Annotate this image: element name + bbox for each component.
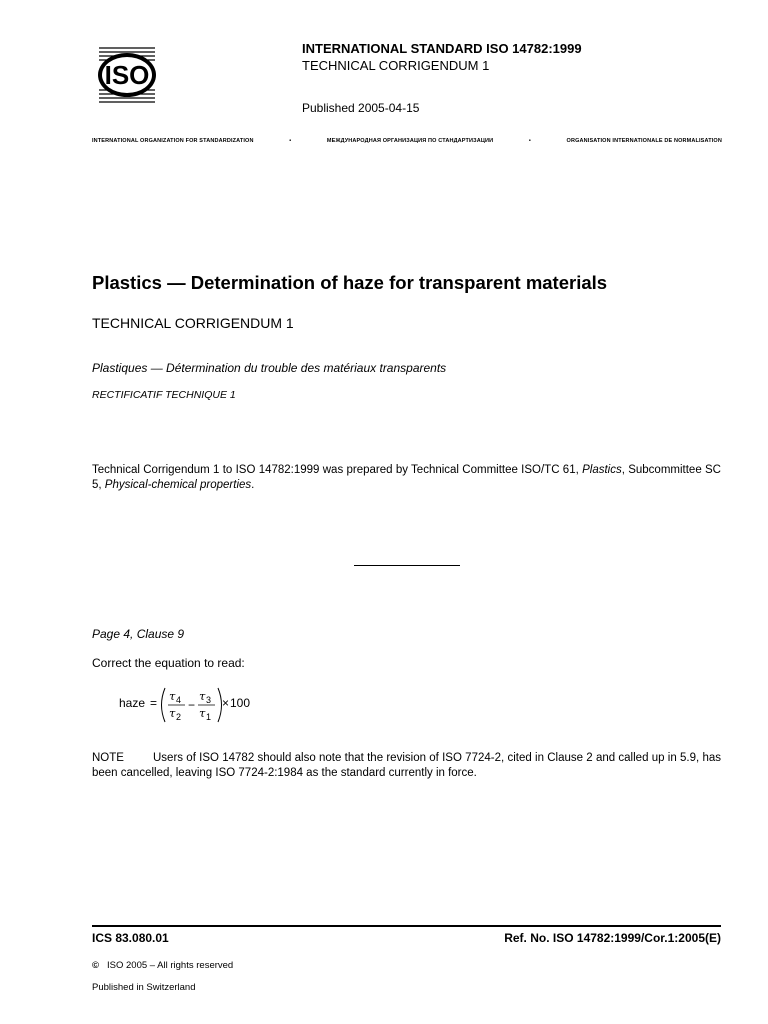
intro-text: Technical Corrigendum 1 to ISO 14782:1999 was prepared by Technical Committee ISO/TC 61, xyxy=(92,464,583,476)
french-rectificatif: RECTIFICATIF TECHNIQUE 1 xyxy=(92,389,236,401)
svg-text:ISO: ISO xyxy=(104,60,150,90)
correction-instruction: Correct the equation to read: xyxy=(92,656,245,670)
copyright-symbol: © xyxy=(92,960,99,971)
factor-100: 100 xyxy=(230,696,251,710)
note-text: Users of ISO 14782 should also note that the revision of ISO 7724-2, cited in Clause 2 and called up in 5.9, has been cancelled, leaving ISO 7724-2:1984 as the standard currently in force. xyxy=(92,752,721,779)
ics-code: ICS 83.080.01 xyxy=(92,931,169,945)
intro-text: , Subcommittee SC 5, xyxy=(92,464,721,491)
committee-name: Plastics xyxy=(582,464,622,476)
subscript-2: 2 xyxy=(176,712,182,722)
equation-equals: = xyxy=(150,696,158,710)
french-title: Plastiques — Détermination du trouble des matériaux transparents xyxy=(92,361,447,375)
intro-text: . xyxy=(251,478,255,491)
right-paren xyxy=(218,688,222,722)
times-sign: × xyxy=(222,696,230,710)
tau-numerator-2: τ xyxy=(199,689,206,703)
iso-logo xyxy=(96,44,158,106)
subscript-4: 4 xyxy=(176,695,182,705)
published-in-country: Published in Switzerland xyxy=(92,982,196,993)
org-name-fr: ORGANISATION INTERNATIONALE DE NORMALISATION xyxy=(566,138,722,144)
standard-title: INTERNATIONAL STANDARD ISO 14782:1999 xyxy=(302,41,582,56)
reference-number: Ref. No. ISO 14782:1999/Cor.1:2005(E) xyxy=(504,931,721,945)
subscript-1: 1 xyxy=(206,712,212,722)
org-separator: • xyxy=(289,138,292,144)
org-name-ru: МЕЖДУНАРОДНАЯ ОРГАНИЗАЦИЯ ПО СТАНДАРТИЗАЦИИ xyxy=(326,138,494,144)
organization-names-line xyxy=(92,138,722,144)
copyright-text: ISO 2005 – All rights reserved xyxy=(107,960,234,971)
left-paren xyxy=(162,688,166,722)
clause-reference: Page 4, Clause 9 xyxy=(92,627,185,641)
subcommittee-name: Physical-chemical properties xyxy=(104,478,252,491)
subscript-3: 3 xyxy=(206,695,212,705)
corrigendum-heading: TECHNICAL CORRIGENDUM 1 xyxy=(92,315,294,331)
minus-sign: − xyxy=(188,698,196,712)
intro-paragraph xyxy=(92,463,721,492)
note-paragraph xyxy=(92,751,721,780)
section-divider xyxy=(354,565,460,566)
org-separator: • xyxy=(528,138,531,144)
haze-equation xyxy=(118,684,298,726)
corrigendum-subtitle: TECHNICAL CORRIGENDUM 1 xyxy=(302,58,490,73)
published-date: Published 2005-04-15 xyxy=(302,101,420,115)
equation-lhs: haze xyxy=(119,696,146,710)
copyright-line xyxy=(92,960,233,971)
tau-numerator-1: τ xyxy=(169,689,176,703)
org-name-en: INTERNATIONAL ORGANIZATION FOR STANDARDIZATION xyxy=(92,138,254,144)
note-label: NOTE xyxy=(92,752,124,764)
footer-divider xyxy=(92,925,721,927)
tau-denominator-1: τ xyxy=(169,706,176,720)
tau-denominator-2: τ xyxy=(199,706,206,720)
document-title: Plastics — Determination of haze for transparent materials xyxy=(92,272,608,293)
